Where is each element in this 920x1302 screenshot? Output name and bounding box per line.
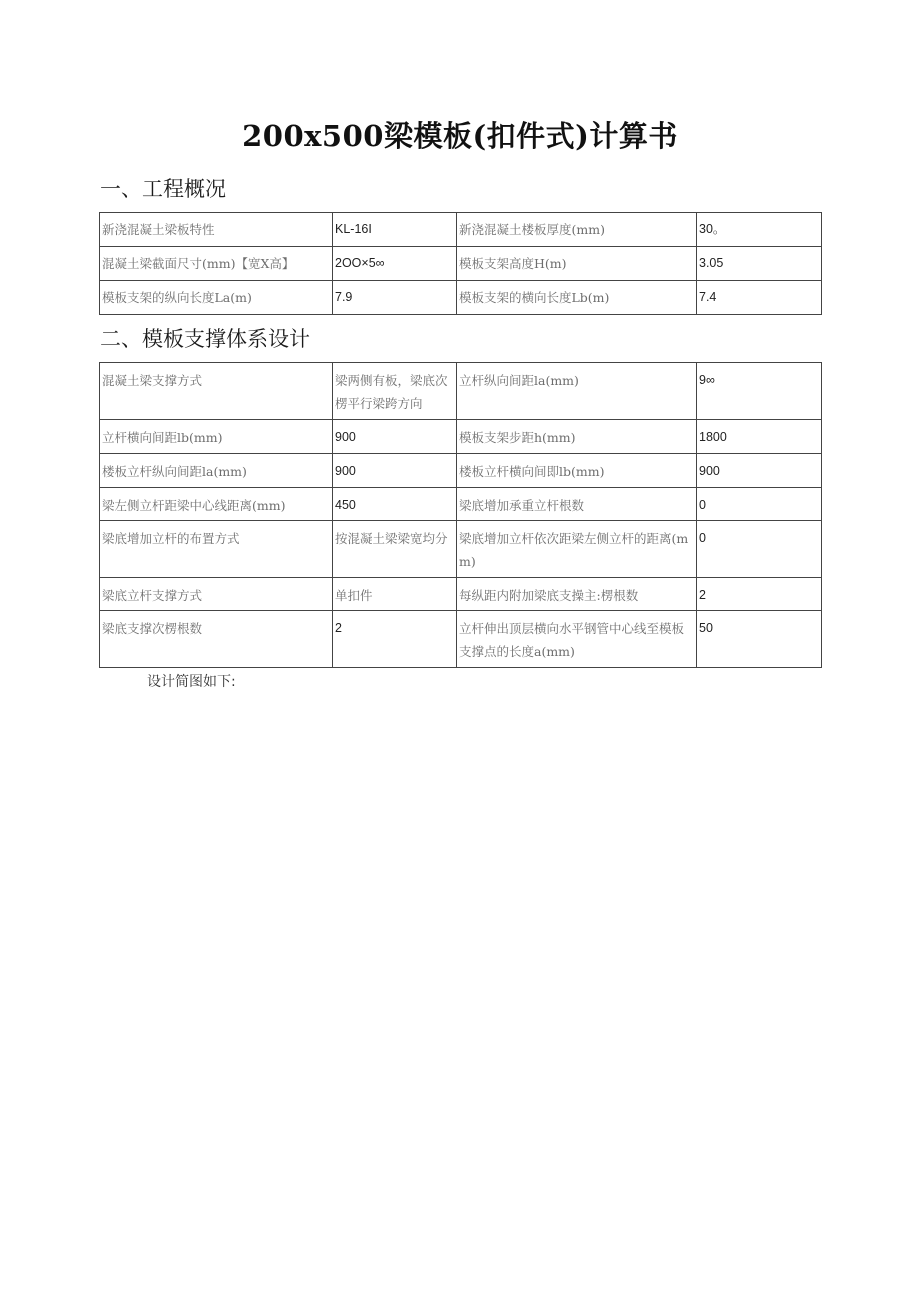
param-label: 混凝土梁截面尺寸(mm)【宽X高】 bbox=[100, 247, 333, 281]
param-label: 楼板立杆横向间即lb(mm) bbox=[457, 454, 697, 488]
param-value: 0 bbox=[697, 521, 822, 578]
table-row bbox=[100, 488, 822, 521]
param-value: 50 bbox=[697, 611, 822, 668]
param-label: 梁底增加承重立杆根数 bbox=[457, 488, 697, 521]
param-label: 梁底支撑次楞根数 bbox=[100, 611, 333, 668]
table-row bbox=[100, 281, 822, 315]
table-row bbox=[100, 363, 822, 420]
param-value: 450 bbox=[333, 488, 457, 521]
param-value: 2 bbox=[333, 611, 457, 668]
param-label: 模板支架步距h(mm) bbox=[457, 420, 697, 454]
design-diagram-note: 设计简图如下: bbox=[147, 674, 236, 690]
param-value: 9∞ bbox=[697, 363, 822, 420]
param-label: 立杆伸出顶层横向水平钢管中心线至模板支撑点的长度a(mm) bbox=[457, 611, 697, 668]
param-value: 900 bbox=[333, 420, 457, 454]
param-value: KL-16I bbox=[333, 213, 457, 247]
param-value: 7.9 bbox=[333, 281, 457, 315]
section-heading-support-design: 二、模板支撑体系设计 bbox=[100, 327, 310, 351]
param-value: 3.05 bbox=[697, 247, 822, 281]
table-row bbox=[100, 521, 822, 578]
param-label: 模板支架的横向长度Lb(m) bbox=[457, 281, 697, 315]
param-label: 立杆纵向间距la(mm) bbox=[457, 363, 697, 420]
param-label: 楼板立杆纵向间距la(mm) bbox=[100, 454, 333, 488]
param-label: 混凝土梁支撑方式 bbox=[100, 363, 333, 420]
param-label: 梁底增加立杆的布置方式 bbox=[100, 521, 333, 578]
param-label: 模板支架高度H(m) bbox=[457, 247, 697, 281]
table-row bbox=[100, 611, 822, 668]
table-row bbox=[100, 420, 822, 454]
param-value: 2OO×5∞ bbox=[333, 247, 457, 281]
param-label: 每纵距内附加梁底支操主:楞根数 bbox=[457, 578, 697, 611]
param-value: 7.4 bbox=[697, 281, 822, 315]
param-value: 按混凝土梁梁宽均分 bbox=[333, 521, 457, 578]
table-row bbox=[100, 454, 822, 488]
param-value: 2 bbox=[697, 578, 822, 611]
document-title: 200x500梁模板(扣件式)计算书 bbox=[242, 119, 678, 153]
param-value: 900 bbox=[697, 454, 822, 488]
project-overview-table bbox=[99, 212, 822, 315]
param-value: 0 bbox=[697, 488, 822, 521]
param-value: 梁两侧有板，梁底次楞平行梁跨方向 bbox=[333, 363, 457, 420]
table-row bbox=[100, 578, 822, 611]
table-row bbox=[100, 247, 822, 281]
section-heading-project-overview: 一、工程概况 bbox=[100, 177, 226, 201]
param-label: 模板支架的纵向长度La(m) bbox=[100, 281, 333, 315]
param-label: 立杆横向间距lb(mm) bbox=[100, 420, 333, 454]
param-label: 新浇混凝土梁板特性 bbox=[100, 213, 333, 247]
param-value: 单扣件 bbox=[333, 578, 457, 611]
param-value: 900 bbox=[333, 454, 457, 488]
param-label: 梁底立杆支撑方式 bbox=[100, 578, 333, 611]
support-design-table bbox=[99, 362, 822, 668]
param-value: 1800 bbox=[697, 420, 822, 454]
param-value: 30。 bbox=[697, 213, 822, 247]
param-label: 新浇混凝土楼板厚度(mm) bbox=[457, 213, 697, 247]
table-row bbox=[100, 213, 822, 247]
param-label: 梁底增加立杆依次距梁左侧立杆的距离(mm) bbox=[457, 521, 697, 578]
param-label: 梁左侧立杆距梁中心线距离(mm) bbox=[100, 488, 333, 521]
